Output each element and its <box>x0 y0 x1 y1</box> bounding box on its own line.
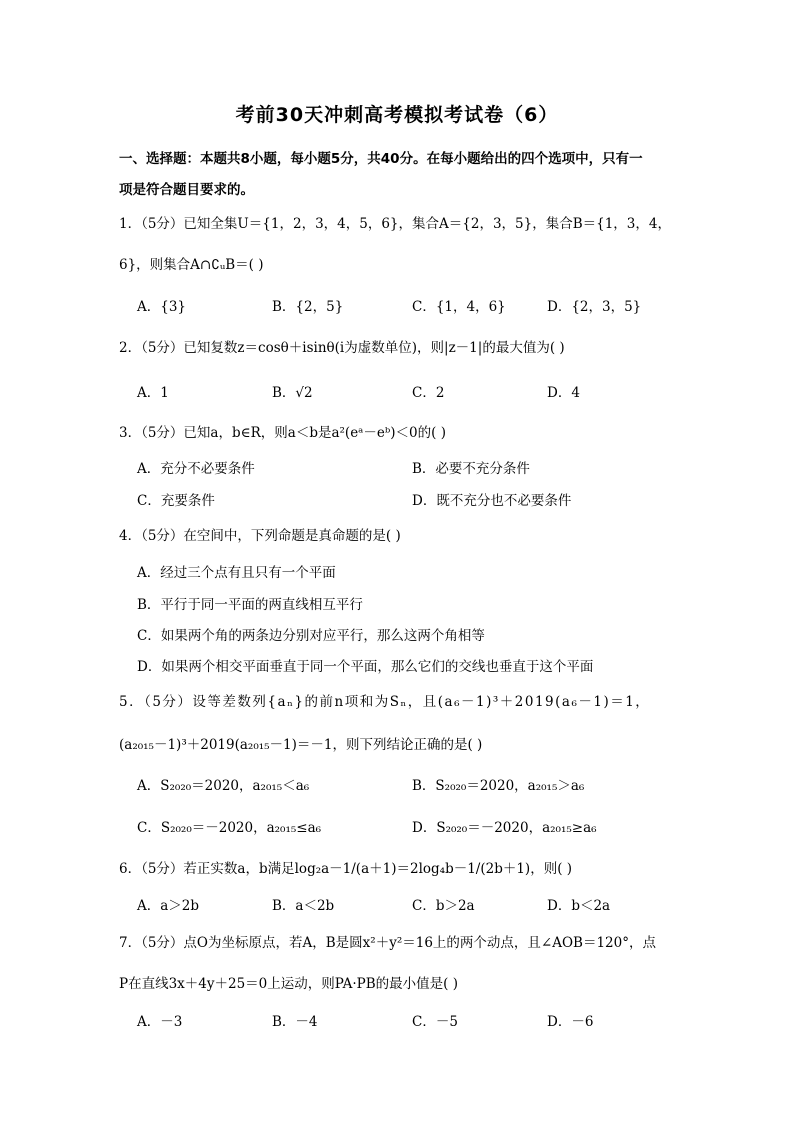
question-7-option-b: B．－4 <box>272 1014 318 1030</box>
question-2-option-c: C．2 <box>412 385 445 401</box>
question-2-option-b: B．√2 <box>272 385 313 401</box>
section-heading-line-1: 一、选择题：本题共8小题，每小题5分，共40分。在每小题给出的四个选项中，只有一 <box>119 151 643 167</box>
question-1-option-a: A．{3} <box>137 299 187 315</box>
question-1-option-c: C．{1，4，6} <box>412 299 506 315</box>
question-5-option-d: D．S₂₀₂₀＝－2020，a₂₀₁₅≥a₆ <box>412 820 597 836</box>
question-4-option-c: C．如果两个角的两条边分别对应平行，那么这两个角相等 <box>137 628 485 644</box>
question-3-option-d: D．既不充分也不必要条件 <box>412 493 572 509</box>
question-5-option-a: A．S₂₀₂₀＝2020，a₂₀₁₅＜a₆ <box>137 778 310 794</box>
question-5-option-c: C．S₂₀₂₀＝－2020，a₂₀₁₅≤a₆ <box>137 820 322 836</box>
question-4-option-d: D．如果两个相交平面垂直于同一个平面，那么它们的交线也垂直于这个平面 <box>137 659 594 675</box>
question-3-option-b: B．必要不充分条件 <box>412 461 530 477</box>
question-2-option-a: A．1 <box>137 385 169 401</box>
section-heading-line-2: 项是符合题目要求的。 <box>119 182 254 198</box>
question-5-stem-line-1: 5．（5分）设等差数列{aₙ}的前n项和为Sₙ，且(a₆－1)³＋2019(a₆－1)＝1， <box>119 694 651 710</box>
question-4-option-a: A．经过三个点有且只有一个平面 <box>137 565 336 581</box>
question-1-stem-line-2: 6}，则集合A∩∁ᵤB＝( ) <box>119 257 264 273</box>
question-1-stem-line-1: 1．（5分）已知全集U＝{1，2，3，4，5，6}，集合A＝{2，3，5}，集合B＝{1，3，4， <box>119 216 671 232</box>
question-3-stem: 3．（5分）已知a，b∈R，则a＜b是a²(eᵃ－eᵇ)＜0的( ) <box>119 425 446 441</box>
question-7-stem-line-2: P在直线3x＋4y＋25＝0上运动，则PA·PB的最小值是( ) <box>119 976 458 992</box>
question-2-stem: 2．（5分）已知复数z＝cosθ＋isinθ(i为虚数单位)，则|z－1|的最大值为( ) <box>119 340 565 356</box>
question-4-stem: 4．（5分）在空间中，下列命题是真命题的是( ) <box>119 528 401 544</box>
question-6-option-a: A．a＞2b <box>137 898 200 914</box>
question-3-option-a: A．充分不必要条件 <box>137 461 255 477</box>
question-5-option-b: B．S₂₀₂₀＝2020，a₂₀₁₅＞a₆ <box>412 778 585 794</box>
question-7-option-c: C．－5 <box>412 1014 458 1030</box>
page-title: 考前30天冲刺高考模拟考试卷（6） <box>235 104 559 126</box>
question-3-option-c: C．充要条件 <box>137 493 215 509</box>
question-6-option-c: C．b＞2a <box>412 898 475 914</box>
question-1-option-b: B．{2，5} <box>272 299 344 315</box>
question-1-option-d: D．{2，3，5} <box>547 299 642 315</box>
question-6-option-b: B．a＜2b <box>272 898 335 914</box>
question-7-stem-line-1: 7．（5分）点O为坐标原点，若A，B是圆x²＋y²＝16上的两个动点，且∠AOB＝120°，点 <box>119 935 656 951</box>
question-6-stem: 6．（5分）若正实数a，b满足log₂a－1/(a＋1)＝2log₄b－1/(2b＋1)，则( ) <box>119 861 573 877</box>
question-6-option-d: D．b＜2a <box>547 898 611 914</box>
question-4-option-b: B．平行于同一平面的两直线相互平行 <box>137 597 363 613</box>
question-5-stem-line-2: (a₂₀₁₅－1)³＋2019(a₂₀₁₅－1)＝－1，则下列结论正确的是( ) <box>119 737 483 753</box>
question-2-option-d: D．4 <box>547 385 580 401</box>
question-7-option-a: A．－3 <box>137 1014 183 1030</box>
question-7-option-d: D．－6 <box>547 1014 594 1030</box>
